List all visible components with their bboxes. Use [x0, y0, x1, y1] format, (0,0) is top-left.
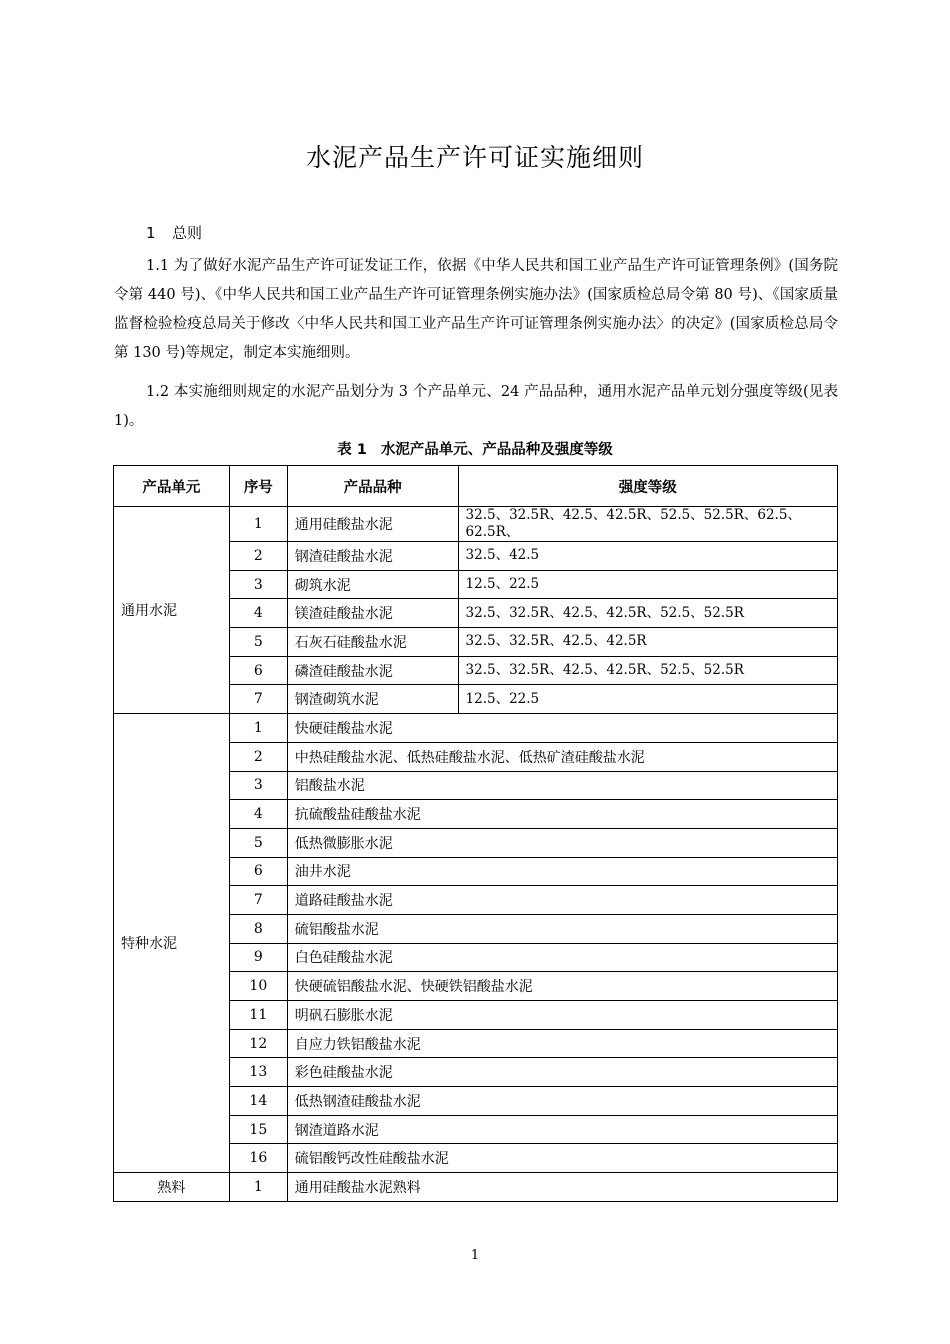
product-cell: 油井水泥: [287, 857, 837, 886]
seq-cell: 11: [229, 1001, 287, 1030]
product-cell: 硫铝酸钙改性硅酸盐水泥: [287, 1144, 837, 1173]
header-unit: 产品单元: [114, 466, 230, 507]
section-number: 1: [146, 224, 156, 242]
cement-product-table: [113, 465, 838, 1202]
page-number: 1: [470, 1248, 480, 1263]
product-cell: 快硬硫铝酸盐水泥、快硬铁铝酸盐水泥: [287, 972, 837, 1001]
document-title: 水泥产品生产许可证实施细则: [305, 143, 644, 172]
table-row: [114, 507, 838, 542]
seq-cell: 14: [229, 1087, 287, 1116]
product-cell: 铝酸盐水泥: [287, 771, 837, 800]
product-cell: 钢渣砌筑水泥: [287, 685, 458, 714]
seq-cell: 16: [229, 1144, 287, 1173]
table-caption-number: 表 1: [337, 442, 367, 458]
unit-cell-special: 特种水泥: [114, 714, 230, 1173]
product-cell: 硫铝酸盐水泥: [287, 914, 837, 943]
seq-cell: 1: [229, 507, 287, 542]
table-caption-text: 水泥产品单元、产品品种及强度等级: [380, 442, 613, 458]
table-row: [114, 1173, 838, 1202]
product-cell: 自应力铁铝酸盐水泥: [287, 1029, 837, 1058]
product-cell: 明矾石膨胀水泥: [287, 1001, 837, 1030]
seq-cell: 2: [229, 542, 287, 571]
paragraph-1-2: [114, 378, 838, 436]
paragraph-1-1-text: 1.1 为了做好水泥产品生产许可证发证工作，依据《中华人民共和国工业产品生产许可证管理条例》(国务院令第 440 号)、《中华人民共和国工业产品生产许可证管理条例实施办法》(国家质检总局令第 80 号)、《国家质量监督检验检疫总局关于修改〈中华人民共和国工业产品生产许可证管理条例实施办法〉的决定》(国家质检总局令第 130 号)等规定，制定本实施细则。: [114, 258, 838, 361]
grade-cell: 32.5、42.5: [458, 542, 837, 571]
product-cell: 通用硅酸盐水泥熟料: [287, 1173, 837, 1202]
grade-cell: 12.5、22.5: [458, 685, 837, 714]
seq-cell: 7: [229, 886, 287, 915]
table-caption: [0, 438, 950, 459]
seq-cell: 5: [229, 828, 287, 857]
unit-cell-clinker: 熟料: [114, 1173, 230, 1202]
product-cell: 低热钢渣硅酸盐水泥: [287, 1087, 837, 1116]
product-cell: 通用硅酸盐水泥: [287, 507, 458, 542]
table-header-row: [114, 466, 838, 507]
seq-cell: 10: [229, 972, 287, 1001]
seq-cell: 4: [229, 800, 287, 829]
header-product: 产品品种: [287, 466, 458, 507]
seq-cell: 13: [229, 1058, 287, 1087]
product-cell: 钢渣硅酸盐水泥: [287, 542, 458, 571]
seq-cell: 6: [229, 656, 287, 685]
product-cell: 石灰石硅酸盐水泥: [287, 628, 458, 657]
product-cell: 抗硫酸盐硅酸盐水泥: [287, 800, 837, 829]
header-seq: 序号: [229, 466, 287, 507]
seq-cell: 5: [229, 628, 287, 657]
grade-cell: 32.5、32.5R、42.5、42.5R、52.5、52.5R: [458, 656, 837, 685]
product-cell: 镁渣硅酸盐水泥: [287, 599, 458, 628]
header-grade: 强度等级: [458, 466, 837, 507]
unit-cell-general: 通用水泥: [114, 507, 230, 714]
paragraph-1-2-text: 1.2 本实施细则规定的水泥产品划分为 3 个产品单元、24 产品品种，通用水泥产品单元划分强度等级(见表 1)。: [114, 384, 838, 429]
product-cell: 白色硅酸盐水泥: [287, 943, 837, 972]
seq-cell: 4: [229, 599, 287, 628]
product-cell: 快硬硅酸盐水泥: [287, 714, 837, 743]
table-row: [114, 714, 838, 743]
product-cell: 中热硅酸盐水泥、低热硅酸盐水泥、低热矿渣硅酸盐水泥: [287, 742, 837, 771]
grade-cell: 32.5、32.5R、42.5、42.5R、52.5、52.5R: [458, 599, 837, 628]
product-cell: 道路硅酸盐水泥: [287, 886, 837, 915]
seq-cell: 7: [229, 685, 287, 714]
product-cell: 彩色硅酸盐水泥: [287, 1058, 837, 1087]
seq-cell: 12: [229, 1029, 287, 1058]
seq-cell: 3: [229, 771, 287, 800]
product-cell: 钢渣道路水泥: [287, 1115, 837, 1144]
section-title: 总则: [172, 224, 203, 242]
product-cell: 低热微膨胀水泥: [287, 828, 837, 857]
grade-cell: 12.5、22.5: [458, 570, 837, 599]
seq-cell: 3: [229, 570, 287, 599]
seq-cell: 15: [229, 1115, 287, 1144]
seq-cell: 9: [229, 943, 287, 972]
seq-cell: 8: [229, 914, 287, 943]
grade-cell: 32.5、32.5R、42.5、42.5R、52.5、52.5R、62.5、62.5R、: [458, 507, 837, 542]
grade-cell: 32.5、32.5R、42.5、42.5R: [458, 628, 837, 657]
seq-cell: 6: [229, 857, 287, 886]
seq-cell: 2: [229, 742, 287, 771]
seq-cell: 1: [229, 714, 287, 743]
seq-cell: 1: [229, 1173, 287, 1202]
product-cell: 砌筑水泥: [287, 570, 458, 599]
product-cell: 磷渣硅酸盐水泥: [287, 656, 458, 685]
paragraph-1-1: [114, 252, 838, 368]
section-heading: [146, 222, 202, 243]
